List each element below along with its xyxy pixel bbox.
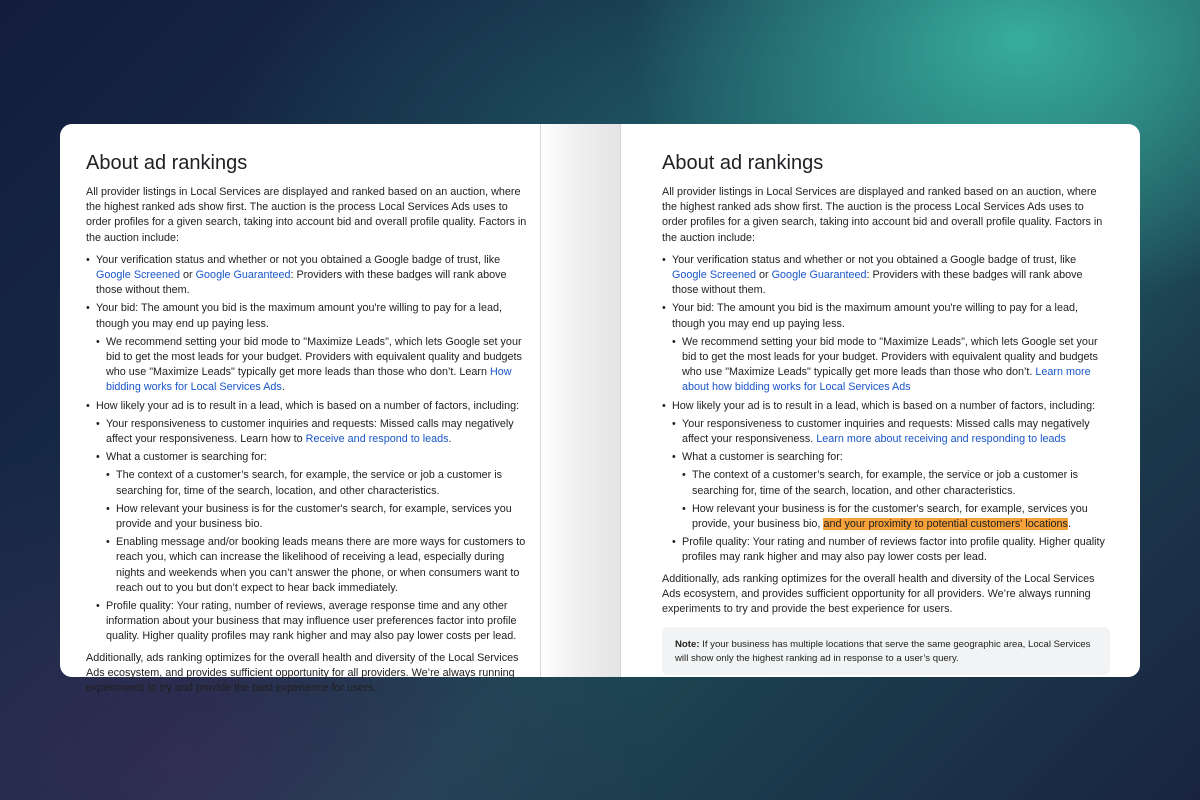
right-document-content	[662, 149, 1110, 675]
text: .	[448, 433, 452, 446]
right-factor-verification	[662, 253, 1110, 299]
text: Your bid: The amount you bid is the maximum amount you're willing to pay for a lead, though you may end up paying less.	[96, 302, 502, 330]
learn-more-leads-link[interactable]: Learn more about receiving and responding to leads	[816, 433, 1066, 446]
left-messaging-item: • Enabling message and/or booking leads means there are more ways for customers to reach you, which can increase the likelihood of receiving a lead, especially during nights and weekends when you can’t answer the phone, or when consumers want to reach out to you but don’t expect to hear back immediately.	[106, 535, 528, 596]
text: Your verification status and whether or not you obtained a Google badge of trust, like	[96, 253, 501, 266]
text: Your responsiveness to customer inquiries and requests: Missed calls may negatively affect your responsiveness. Learn how to	[106, 417, 514, 446]
learn-more-bidding-link[interactable]: Learn more about how bidding works for Local Services Ads	[682, 366, 1091, 394]
text: What a customer is searching for:	[106, 451, 267, 464]
text: Your bid: The amount you bid is the maximum amount you're willing to pay for a lead, though you may end up paying less.	[672, 302, 1078, 330]
left-factors-list	[86, 253, 528, 645]
left-page-title: About ad rankings	[86, 152, 248, 174]
text: or	[756, 269, 772, 282]
text: : Providers with these badges will rank above those without them.	[96, 269, 507, 297]
left-bid-recommendation	[96, 335, 528, 396]
right-profile-quality-item: • Profile quality: Your rating and number of reviews factor into profile quality. Higher quality profiles may rank higher and may also pay lower costs per lead.	[672, 535, 1110, 565]
left-customer-search-sublist	[106, 468, 528, 596]
text: How relevant your business is for the customer's search, for example, services you provide, your business bio,	[692, 502, 1088, 531]
text: What a customer is searching for:	[682, 451, 843, 464]
right-search-context-item: • The context of a customer’s search, for example, the service or job a customer is searching for, time of the search, location, and other characteristics.	[682, 468, 1110, 498]
text: or	[180, 269, 196, 282]
text: We recommend setting your bid mode to "Maximize Leads", which lets Google set your bid to get the most leads for your budget. Providers with equivalent quality and budgets who use "Maximize Leads" typically get more leads than those who don’t.	[682, 335, 1098, 379]
text: Your responsiveness to customer inquiries and requests: Missed calls may negatively affect your responsiveness.	[682, 417, 1090, 446]
right-intro-paragraph: All provider listings in Local Services are displayed and ranked based on an auction, where the highest ranked ads show first. The auction is the process Local Services Ads uses to order profiles for a given search, taking into account bid and overall profile quality. Factors in the auction include:	[662, 186, 1103, 244]
right-closing-paragraph: Additionally, ads ranking optimizes for the overall health and diversity of the Local Services Ads ecosystem, and provides sufficient opportunity for all providers. We’re always running experiments to try and provide the best experience for users.	[662, 572, 1095, 616]
right-factors-list	[662, 253, 1110, 566]
text: Your verification status and whether or not you obtained a Google badge of trust, like	[672, 253, 1077, 266]
note-callout	[662, 627, 1110, 675]
left-intro-paragraph: All provider listings in Local Services are displayed and ranked based on an auction, where the highest ranked ads show first. The auction is the process Local Services Ads uses to order profiles for a given search, taking into account bid and overall profile quality. Factors in the auction include:	[86, 186, 527, 244]
left-factor-bid	[86, 301, 528, 395]
left-lead-sublist	[96, 417, 528, 645]
note-text: If your business has multiple locations that serve the same geographic area, Local Services will show only the highest ranking ad in response to a user’s query.	[675, 639, 1091, 664]
left-factor-lead-likelihood	[86, 399, 528, 645]
right-lead-sublist	[672, 417, 1110, 566]
page-gutter	[540, 124, 620, 677]
text: .	[1067, 518, 1071, 531]
right-responsiveness-item	[672, 417, 1110, 447]
right-customer-search-sublist	[682, 468, 1110, 532]
left-responsiveness-item	[96, 417, 528, 447]
left-factor-verification	[86, 253, 528, 299]
google-screened-link[interactable]: Google Screened	[672, 269, 757, 282]
comparison-card	[60, 124, 1140, 695]
right-factor-lead-likelihood	[662, 399, 1110, 566]
how-bidding-works-link[interactable]: How bidding works for Local Services Ads	[106, 366, 512, 394]
note-label: Note:	[675, 639, 700, 651]
left-profile-quality-item: • Profile quality: Your rating, number of reviews, average response time and any other information about your business that may influence user preferences factor into profile quality. Higher quality profiles may rank higher and may also pay lower costs per lead.	[96, 599, 528, 645]
right-document-pane	[620, 124, 1141, 677]
text: .	[281, 381, 285, 394]
receive-respond-leads-link[interactable]: Receive and respond to leads	[305, 433, 449, 446]
gutter-divider	[540, 124, 541, 677]
google-guaranteed-link[interactable]: Google Guaranteed	[771, 269, 867, 282]
google-guaranteed-link[interactable]: Google Guaranteed	[195, 269, 291, 282]
google-screened-link[interactable]: Google Screened	[96, 269, 181, 282]
right-bid-sublist	[672, 335, 1110, 396]
right-bid-recommendation	[672, 335, 1110, 396]
left-relevance-item: • How relevant your business is for the customer's search, for example, services you provide and your business bio.	[106, 502, 528, 532]
text: How likely your ad is to result in a lead, which is based on a number of factors, including:	[96, 399, 520, 412]
left-search-context-item: • The context of a customer’s search, for example, the service or job a customer is searching for, time of the search, location, and other characteristics.	[106, 468, 528, 498]
left-document-pane	[60, 124, 540, 695]
right-relevance-item	[682, 502, 1110, 532]
left-document-content	[86, 149, 528, 703]
left-customer-search-item	[96, 450, 528, 596]
right-customer-search-item	[672, 450, 1110, 532]
text: : Providers with these badges will rank above those without them.	[672, 269, 1083, 297]
right-page-title: About ad rankings	[662, 152, 824, 174]
left-closing-paragraph: Additionally, ads ranking optimizes for the overall health and diversity of the Local Services Ads ecosystem, and provides sufficient opportunity for all providers. We’re always running experiments to try and provide the best experience for users.	[86, 651, 519, 695]
highlighted-proximity-text: and your proximity to potential customers' locations	[823, 518, 1068, 531]
left-bid-sublist	[96, 335, 528, 396]
right-factor-bid	[662, 301, 1110, 395]
text: How likely your ad is to result in a lead, which is based on a number of factors, including:	[672, 399, 1096, 412]
text: We recommend setting your bid mode to "Maximize Leads", which lets Google set your bid to get the most leads for your budget. Providers with equivalent quality and budgets who use "Maximize Leads" typically get more leads than those who don’t. Learn	[106, 335, 522, 379]
